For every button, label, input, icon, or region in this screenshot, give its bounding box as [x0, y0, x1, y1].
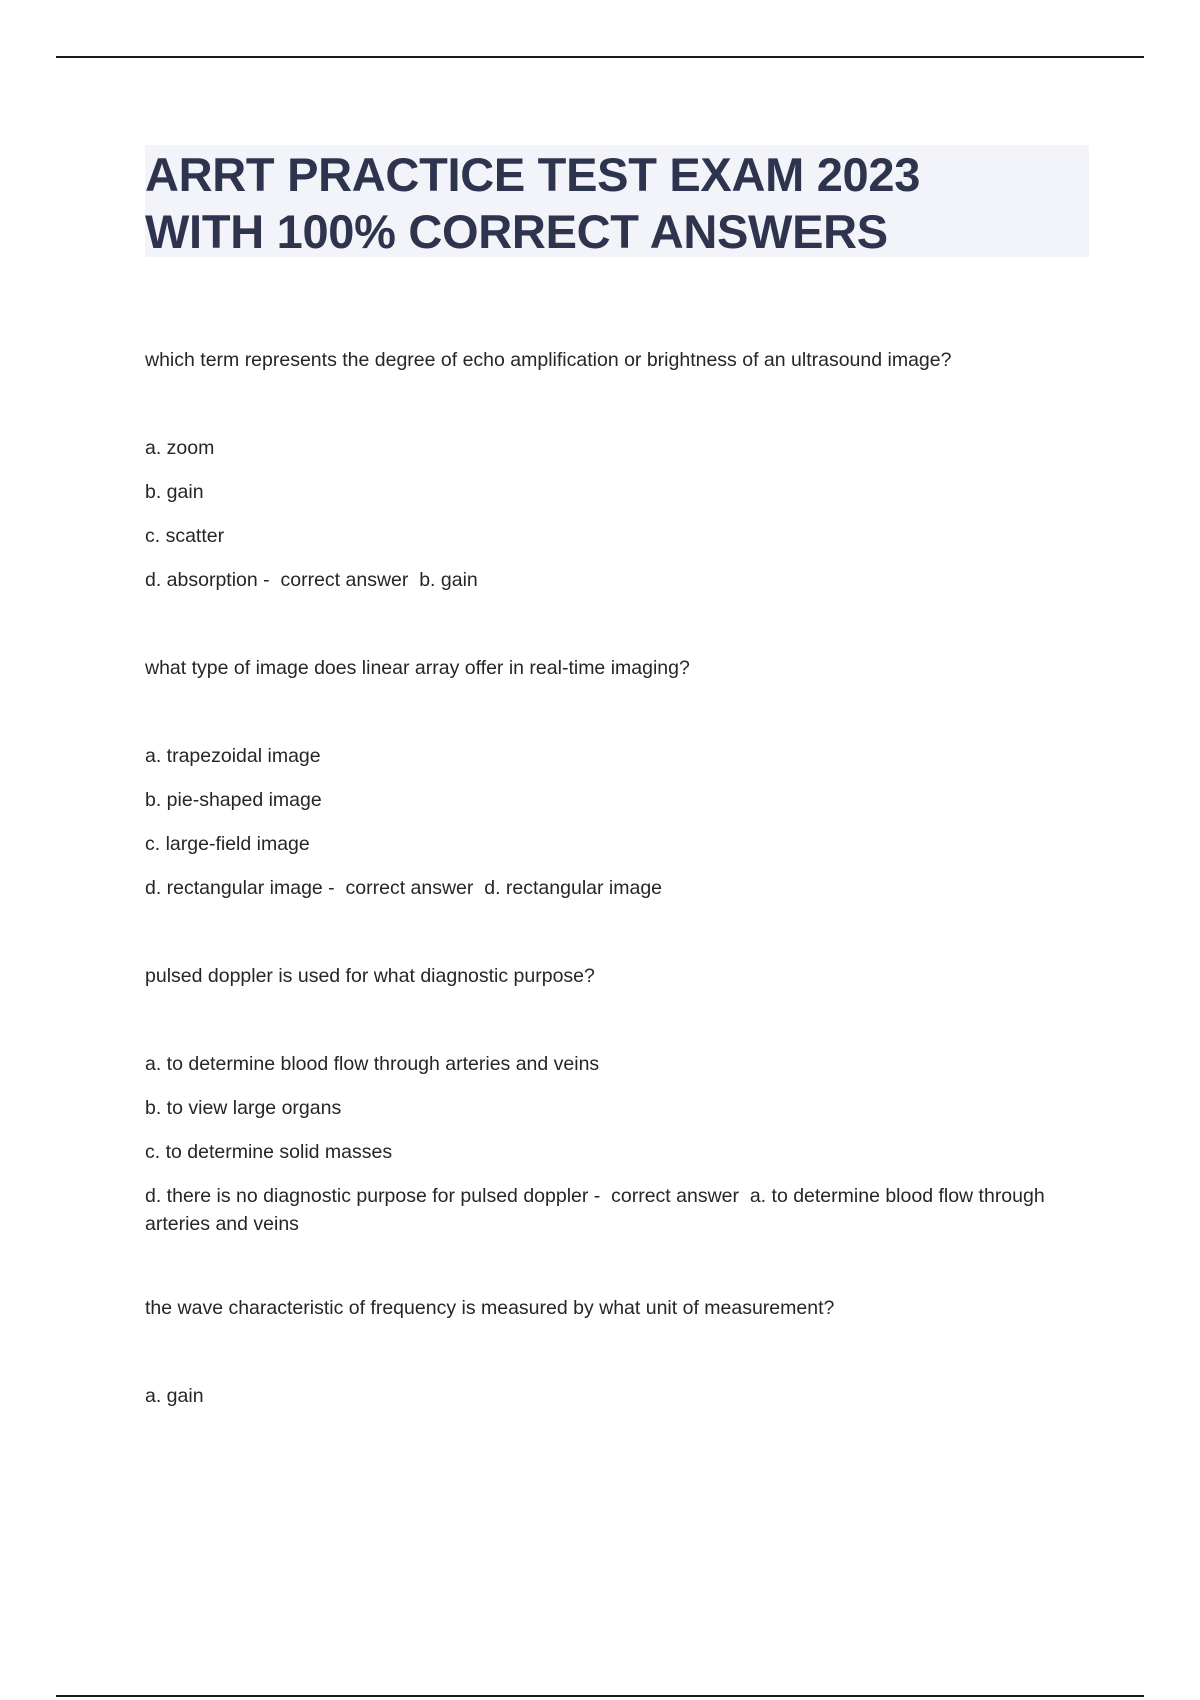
question-text: what type of image does linear array offer in real-time imaging?: [145, 657, 690, 679]
bottom-rule: [56, 1695, 1144, 1697]
question-text: which term represents the degree of echo amplification or brightness of an ultrasound image?: [145, 349, 952, 371]
question-list: [145, 346, 1051, 1470]
option: c. large-field image: [145, 833, 310, 855]
question-text: pulsed doppler is used for what diagnostic purpose?: [145, 965, 595, 987]
option-list: [145, 434, 1045, 594]
option: c. to determine solid masses: [145, 1141, 393, 1163]
option-with-answer: [145, 1182, 1051, 1238]
answer-label: correct answer: [275, 569, 414, 591]
answer-text: d. rectangular image: [478, 877, 663, 899]
option-list: [145, 1382, 1045, 1410]
option: c. scatter: [145, 525, 225, 547]
answer-label: correct answer: [340, 877, 479, 899]
document-title: [145, 146, 1089, 260]
option: b. gain: [145, 481, 204, 503]
option: b. to view large organs: [145, 1097, 342, 1119]
title-line-1: ARRT PRACTICE TEST EXAM 2023: [145, 148, 921, 201]
option: a. zoom: [145, 437, 215, 459]
option: a. gain: [145, 1385, 204, 1407]
option: a. trapezoidal image: [145, 745, 321, 767]
option: a. to determine blood flow through arteries and veins: [145, 1053, 600, 1075]
option: d. absorption -: [145, 569, 276, 591]
option-with-answer: [145, 566, 1045, 594]
answer-label: correct answer: [605, 1185, 745, 1207]
option-with-answer: [145, 874, 1045, 902]
option-list: [145, 742, 1045, 902]
top-rule: [56, 56, 1144, 58]
answer-text: a. to determine blood flow through arteries and veins: [145, 1185, 1051, 1235]
question-item: [145, 962, 1051, 1238]
answer-text: b. gain: [413, 569, 478, 591]
option: b. pie-shaped image: [145, 789, 322, 811]
question-item: [145, 654, 1045, 902]
question-item: [145, 346, 1045, 594]
question-text: the wave characteristic of frequency is measured by what unit of measurement?: [145, 1297, 835, 1319]
option-list: [145, 1050, 1051, 1238]
option: d. there is no diagnostic purpose for pulsed doppler -: [145, 1185, 606, 1207]
option: d. rectangular image -: [145, 877, 341, 899]
title-line-2: WITH 100% CORRECT ANSWERS: [145, 205, 888, 258]
question-item: [145, 1294, 1045, 1410]
